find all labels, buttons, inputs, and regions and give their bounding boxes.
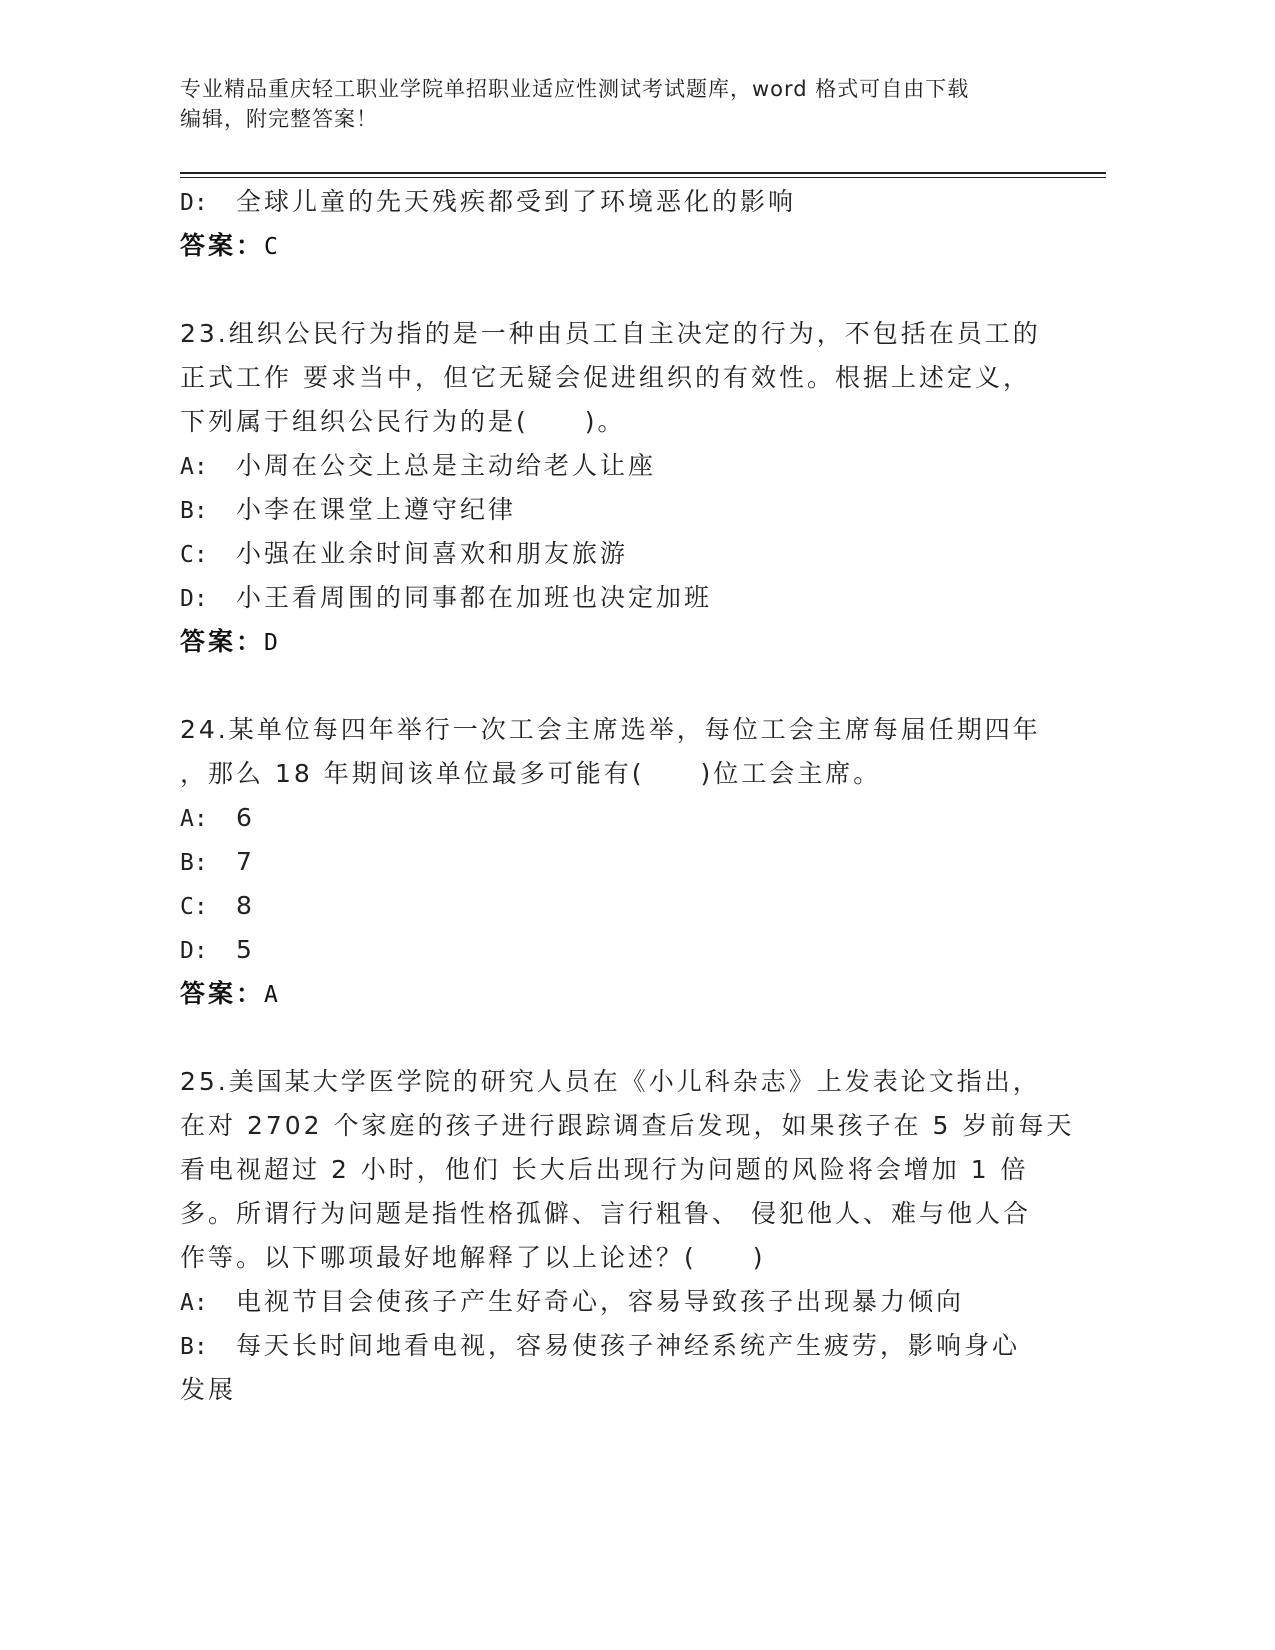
answer-value: C [264, 234, 281, 260]
question-text-line: 正式工作 要求当中，但它无疑会促进组织的有效性。根据上述定义， [180, 363, 1031, 392]
option-letter: D: [180, 938, 208, 964]
option-d [180, 576, 1040, 620]
document-body [180, 180, 1075, 1412]
question-text-line: ，那么 18 年期间该单位最多可能有( )位工会主席。 [180, 759, 882, 788]
question-25 [180, 1060, 1075, 1412]
option-text: 6 [236, 803, 255, 832]
option-d [180, 180, 1040, 224]
spacer [180, 268, 1040, 312]
option-text: 小强在业余时间喜欢和朋友旅游 [236, 539, 629, 568]
option-letter: A: [180, 806, 208, 832]
option-letter: D: [180, 586, 208, 612]
option-b-continued: 发展 [180, 1375, 237, 1404]
answer-label: 答案： [180, 627, 265, 656]
option-letter: A: [180, 1290, 208, 1316]
answer-line [180, 972, 1040, 1016]
option-d [180, 928, 1040, 972]
question-text-line: 作等。以下哪项最好地解释了以上论述？( ) [180, 1243, 766, 1272]
answer-value: D [264, 630, 281, 656]
option-text: 小王看周围的同事都在加班也决定加班 [236, 583, 713, 612]
spacer [180, 1016, 1040, 1060]
option-letter: B: [180, 498, 208, 524]
question-text-line: 看电视超过 2 小时，他们 长大后出现行为问题的风险将会增加 1 倍 [180, 1155, 1029, 1184]
answer-value: A [264, 982, 281, 1008]
option-c [180, 884, 1040, 928]
page-header [180, 74, 1060, 134]
option-text: 小李在课堂上遵守纪律 [236, 495, 517, 524]
option-letter: B: [180, 850, 208, 876]
answer-line [180, 620, 1040, 664]
header-line-2: 编辑，附完整答案！ [180, 107, 378, 131]
question-text-line: 23.组织公民行为指的是一种由员工自主决定的行为，不包括在员工的 [180, 319, 1041, 348]
header-rule-thick [180, 172, 1106, 174]
option-text: 全球儿童的先天残疾都受到了环境恶化的影响 [236, 187, 797, 216]
option-text: 每天长时间地看电视，容易使孩子神经系统产生疲劳，影响身心 [236, 1331, 1021, 1360]
option-text: 5 [236, 935, 255, 964]
question-text-line: 在对 2702 个家庭的孩子进行跟踪调查后发现，如果孩子在 5 岁前每天 [180, 1111, 1075, 1140]
option-b [180, 488, 1040, 532]
question-23 [180, 312, 1040, 664]
option-letter: C: [180, 542, 208, 568]
question-text-line: 24.某单位每四年举行一次工会主席选举，每位工会主席每届任期四年 [180, 715, 1041, 744]
option-letter: C: [180, 894, 208, 920]
answer-line [180, 224, 1040, 268]
option-a [180, 444, 1040, 488]
question-24 [180, 708, 1040, 1016]
question-text-line: 多。所谓行为问题是指性格孤僻、言行粗鲁、 侵犯他人、难与他人合 [180, 1199, 1031, 1228]
option-c [180, 532, 1040, 576]
option-b [180, 1324, 1040, 1368]
option-a [180, 796, 1040, 840]
option-text: 7 [236, 847, 255, 876]
option-text: 电视节目会使孩子产生好奇心，容易导致孩子出现暴力倾向 [236, 1287, 965, 1316]
question-text-line: 25.美国某大学医学院的研究人员在《小儿科杂志》上发表论文指出， [180, 1067, 1041, 1096]
spacer [180, 664, 1040, 708]
header-line-1: 专业精品重庆轻工职业学院单招职业适应性测试考试题库，word 格式可自由下载 [180, 77, 970, 101]
option-text: 8 [236, 891, 255, 920]
option-letter: A: [180, 454, 208, 480]
header-rule-thin [180, 177, 1106, 178]
option-letter: D: [180, 190, 208, 216]
question-text-line: 下列属于组织公民行为的是( )。 [180, 407, 626, 436]
option-letter: B: [180, 1334, 208, 1360]
answer-label: 答案： [180, 979, 265, 1008]
option-a [180, 1280, 1040, 1324]
option-text: 小周在公交上总是主动给老人让座 [236, 451, 657, 480]
answer-label: 答案： [180, 231, 265, 260]
option-b [180, 840, 1040, 884]
